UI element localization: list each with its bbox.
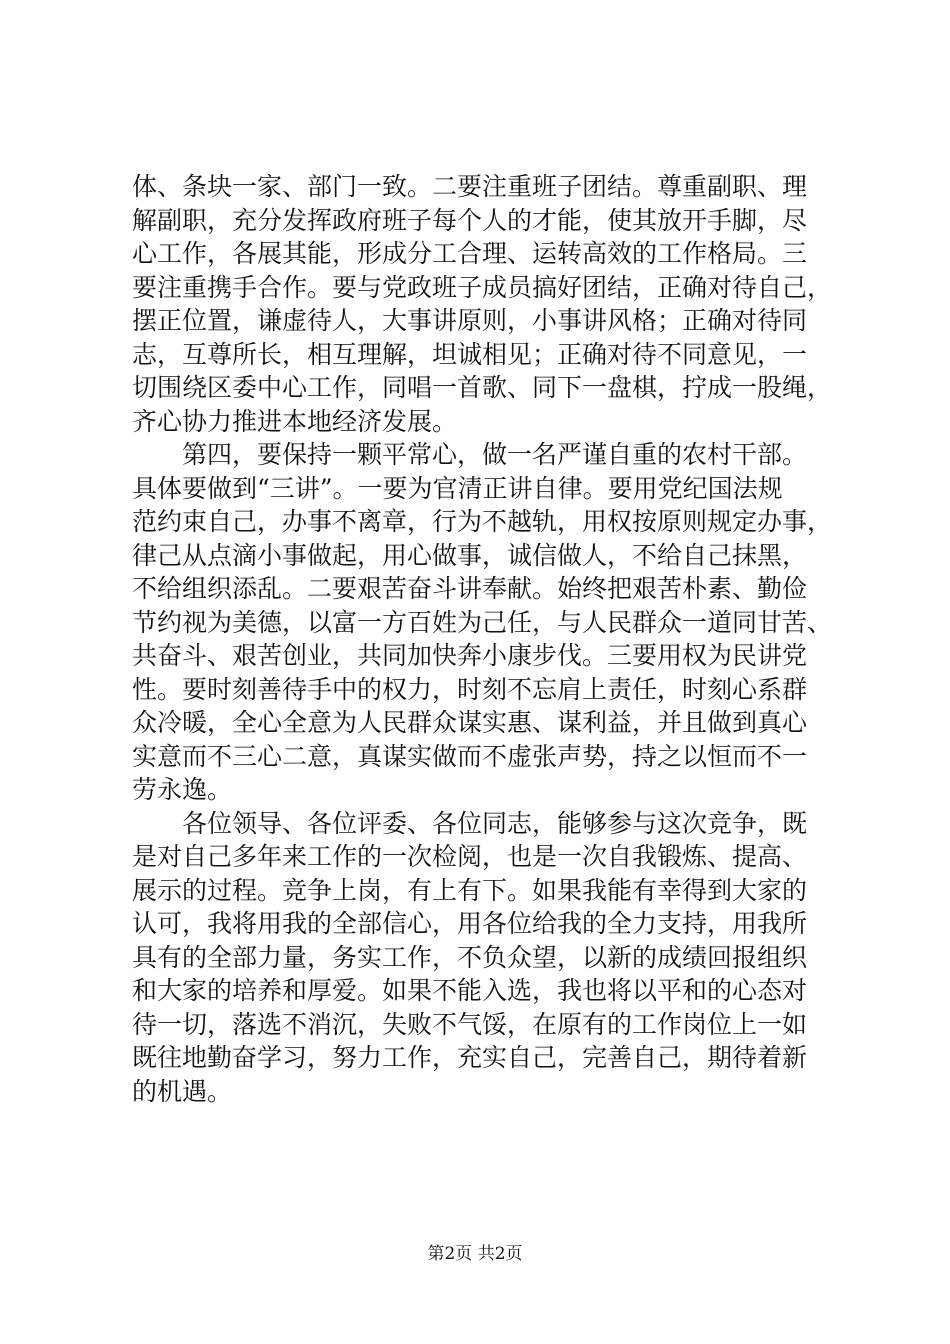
- text-line: 齐心协力推进本地经济发展。: [132, 406, 458, 436]
- text-line: 各位领导、各位评委、各位同志，能够参与这次竞争，既: [182, 808, 808, 838]
- text-line: 和大家的培养和厚爱。如果不能入选，我也将以平和的心态对: [132, 976, 808, 1005]
- text-line: 的机遇。: [132, 1076, 233, 1106]
- text-line: 范约束自己，办事不离章，行为不越轨，用权按原则规定办事，: [132, 507, 833, 536]
- text-line: 体、条块一家、部门一致。二要注重班子团结。尊重副职、理: [132, 172, 808, 201]
- text-line: 共奋斗、艰苦创业，共同加快奔小康步伐。三要用权为民讲党: [132, 641, 808, 670]
- text-line: 要注重携手合作。要与党政班子成员搞好团结，正确对待自己，: [132, 272, 833, 302]
- text-line: 待一切，落选不消沉，失败不气馁，在原有的工作岗位上一如: [132, 1009, 808, 1039]
- text-line: 既往地勤奋学习，努力工作，充实自己，完善自己，期待着新: [132, 1043, 808, 1072]
- text-line: 摆正位置，谦虚待人，大事讲原则，小事讲风格；正确对待同: [132, 306, 808, 335]
- text-line: 律己从点滴小事做起，用心做事，诚信做人，不给自己抹黑，: [132, 540, 808, 570]
- paragraph-fourth-point: [132, 438, 832, 807]
- text-line: 认可，我将用我的全部信心，用各位给我的全力支持，用我所: [132, 909, 808, 938]
- text-line: 展示的过程。竞争上岗，有上有下。如果我能有幸得到大家的: [132, 875, 808, 905]
- text-line: 节约视为美德，以富一方百姓为己任，与人民群众一道同甘苦、: [132, 607, 833, 637]
- paragraph-closing: [132, 807, 832, 1109]
- text-line: 志，互尊所长，相互理解，坦诚相见；正确对待不同意见，一: [132, 339, 808, 369]
- text-line: 劳永逸。: [132, 775, 233, 804]
- text-line: 切围绕区委中心工作，同唱一首歌、同下一盘棋，拧成一股绳，: [132, 373, 833, 402]
- text-line: 具有的全部力量，务实工作，不负众望，以新的成绩回报组织: [132, 942, 808, 972]
- page-number-footer: 第2页 共2页: [427, 1244, 523, 1264]
- text-line: 不给组织添乱。二要艰苦奋斗讲奉献。始终把艰苦朴素、勤俭: [132, 574, 808, 603]
- text-line: 实意而不三心二意，真谋实做而不虚张声势，持之以恒而不一: [132, 741, 808, 771]
- text-line: 性。要时刻善待手中的权力，时刻不忘肩上责任，时刻心系群: [132, 674, 808, 704]
- text-line: 具体要做到“三讲”。一要为官清正讲自律。要用党纪国法规: [132, 473, 783, 503]
- text-line: 是对自己多年来工作的一次检阅，也是一次自我锻炼、提高、: [132, 842, 808, 871]
- text-line: 众冷暖，全心全意为人民群众谋实惠、谋利益，并且做到真心: [132, 708, 808, 737]
- paragraph-continuation: [132, 170, 832, 438]
- text-line: 第四，要保持一颗平常心，做一名严谨自重的农村干部。: [182, 440, 808, 469]
- text-line: 解副职，充分发挥政府班子每个人的才能，使其放开手脚，尽: [132, 205, 808, 235]
- document-body: [132, 170, 832, 1108]
- text-line: 心工作，各展其能，形成分工合理、运转高效的工作格局。三: [132, 239, 808, 268]
